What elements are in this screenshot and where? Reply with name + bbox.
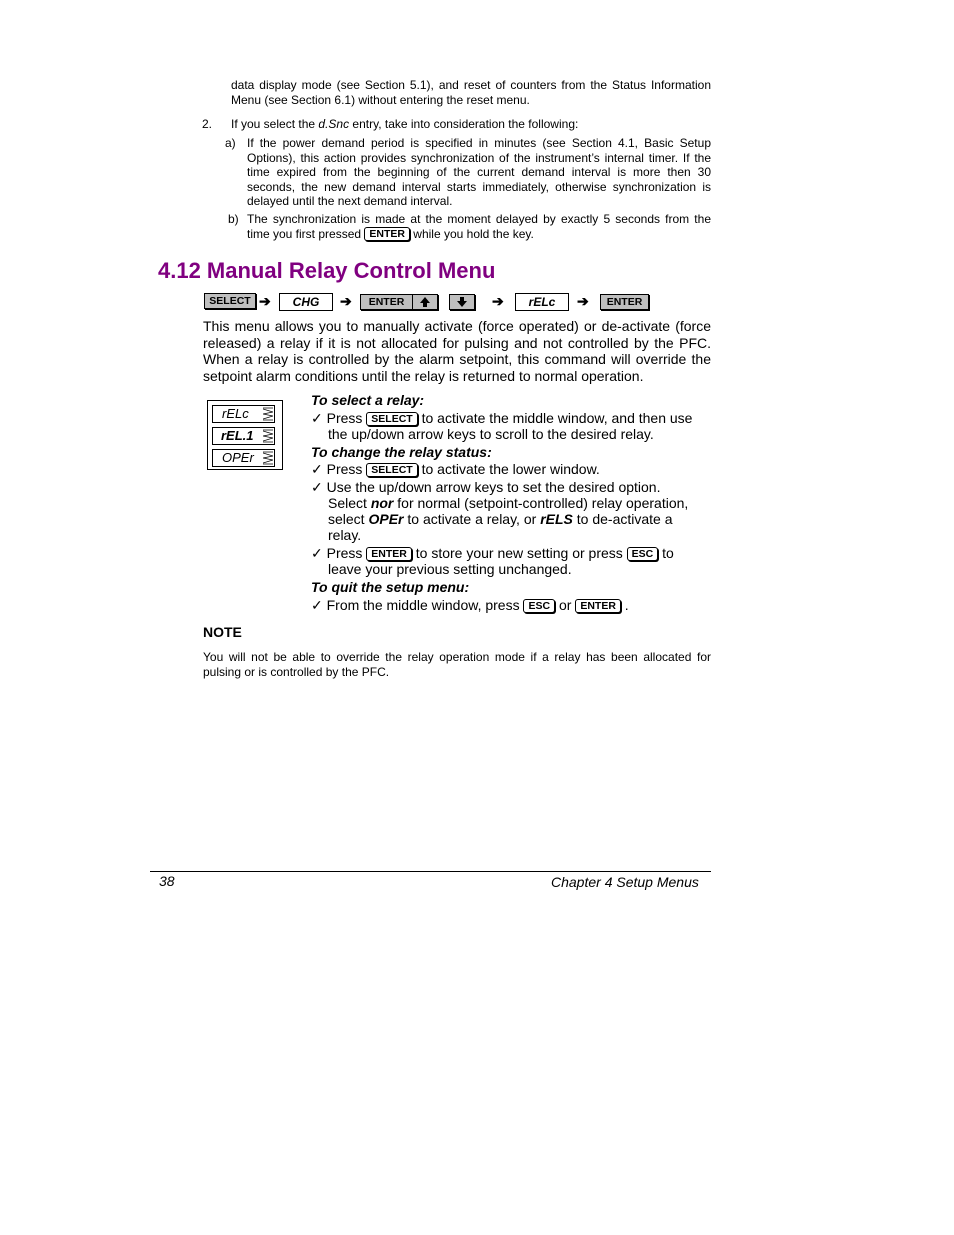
step-text: .	[620, 597, 629, 613]
item2-pre: If you select the	[231, 117, 319, 131]
step-use-arrows: ✓ Use the up/down arrow keys to set the desired option.	[311, 479, 661, 495]
arrow-right-icon: ➔	[259, 293, 271, 309]
step-text: to store your new setting or press	[411, 545, 627, 561]
step-option-oper	[328, 511, 673, 528]
esc-key: ESC	[627, 547, 659, 561]
sub-b-post: while you hold the key.	[409, 226, 534, 241]
enter-key: ENTER	[366, 547, 412, 561]
select-key: SELECT	[366, 412, 417, 426]
sub-item-a: If the power demand period is specified in minutes (see Section 4.1, Basic Setup Options), this action provides synchronization of the instrument’s internal timer. If the time expired from the beginning of the current demand interval is more then 30 seconds, the new demand interval starts immediately, otherwise synchronization is delayed until the next demand interval.	[247, 136, 711, 208]
key-sequence	[204, 293, 664, 311]
heading-quit-menu: To quit the setup menu:	[311, 579, 470, 595]
step-text: to de-activate a	[572, 511, 673, 527]
display-lower-window	[212, 449, 275, 467]
step-text: for normal (setpoint-controlled) relay operation,	[393, 495, 689, 511]
option-nor: nor	[370, 495, 394, 511]
esc-key: ESC	[523, 599, 555, 613]
instrument-display	[207, 400, 283, 470]
heading-select-relay: To select a relay:	[311, 392, 425, 408]
step-select-cont: the up/down arrow keys to scroll to the desired relay.	[328, 426, 654, 442]
step-text: to activate the lower window.	[417, 461, 600, 477]
step-text: to activate the middle window, and then use	[417, 410, 693, 426]
select-key: SELECT	[366, 463, 417, 477]
down-arrow-key	[449, 294, 475, 310]
step-store-cont: leave your previous setting unchanged.	[328, 561, 572, 577]
chg-box: CHG	[279, 293, 333, 311]
chapter-title: Chapter 4 Setup Menus	[551, 874, 699, 890]
heading-change-status: To change the relay status:	[311, 444, 492, 460]
step-text: or	[555, 597, 576, 613]
item2-post: entry, take into consideration the following:	[349, 117, 579, 131]
enter-key: ENTER	[364, 227, 410, 241]
option-rels: rELS	[540, 511, 573, 527]
note-text: You will not be able to override the relay operation mode if a relay has been allocated for pulsing or is controlled by the PFC.	[203, 650, 711, 679]
footer-rule	[150, 871, 711, 872]
page-number: 38	[159, 873, 175, 889]
step-option-nor	[328, 495, 688, 512]
arrow-right-icon: ➔	[577, 293, 589, 309]
display-middle-text: rEL.1	[221, 428, 254, 443]
step-text: to	[658, 545, 674, 561]
list-number: 2.	[202, 117, 213, 131]
scroll-indicator-icon	[263, 407, 273, 421]
step-text: ✓ Press	[311, 461, 367, 477]
menu-description: This menu allows you to manually activate (force operated) or de-activate (force released) a relay if it is not allocated for pulsing and not controlled by the PFC. When a relay is controlled by the alarm setpoint, this command will override the setpoint alarm conditions until the relay is returned to normal operation.	[203, 318, 711, 384]
relc-box: rELc	[515, 293, 569, 311]
sub-item-b	[247, 212, 711, 241]
down-arrow-icon	[450, 295, 474, 309]
sub-b-pre: The synchronization is made at the moment delayed by exactly 5 seconds from the time you first pressed	[247, 212, 711, 241]
step-store-setting	[311, 545, 711, 562]
enter-key: ENTER	[600, 294, 649, 310]
intro-continuation: data display mode (see Section 5.1), and reset of counters from the Status Information Menu (see Section 6.1) without entering the reset menu.	[231, 78, 711, 107]
display-upper-window	[212, 405, 275, 423]
section-title: 4.12 Manual Relay Control Menu	[158, 258, 496, 283]
arrow-right-icon: ➔	[492, 293, 504, 309]
step-quit	[311, 597, 629, 614]
arrow-right-icon: ➔	[340, 293, 352, 309]
up-arrow-icon	[413, 295, 437, 309]
note-heading: NOTE	[203, 624, 242, 640]
sub-label-a: a)	[225, 136, 236, 150]
enter-key: ENTER	[575, 599, 621, 613]
step-text: Select	[328, 495, 371, 511]
step-relay: relay.	[328, 527, 362, 543]
step-text: ✓ Press	[311, 410, 367, 426]
item2-emphasis: d.Snc	[318, 117, 350, 131]
step-select-press	[311, 410, 692, 427]
sub-label-b: b)	[228, 212, 239, 226]
step-press-select	[311, 461, 600, 478]
list-item-2	[231, 117, 711, 132]
display-upper-text: rELc	[222, 406, 249, 421]
display-middle-window	[212, 427, 275, 445]
scroll-indicator-icon	[263, 451, 273, 465]
step-text: ✓ From the middle window, press	[311, 597, 524, 613]
enter-key: ENTER	[360, 294, 413, 310]
option-oper: OPEr	[368, 511, 404, 527]
step-text: select	[328, 511, 369, 527]
step-text: to activate a relay, or	[403, 511, 541, 527]
up-arrow-key	[412, 294, 438, 310]
step-text: ✓ Press	[311, 545, 367, 561]
select-key: SELECT	[204, 293, 256, 309]
display-lower-text: OPEr	[222, 450, 254, 465]
scroll-indicator-icon	[263, 429, 273, 443]
